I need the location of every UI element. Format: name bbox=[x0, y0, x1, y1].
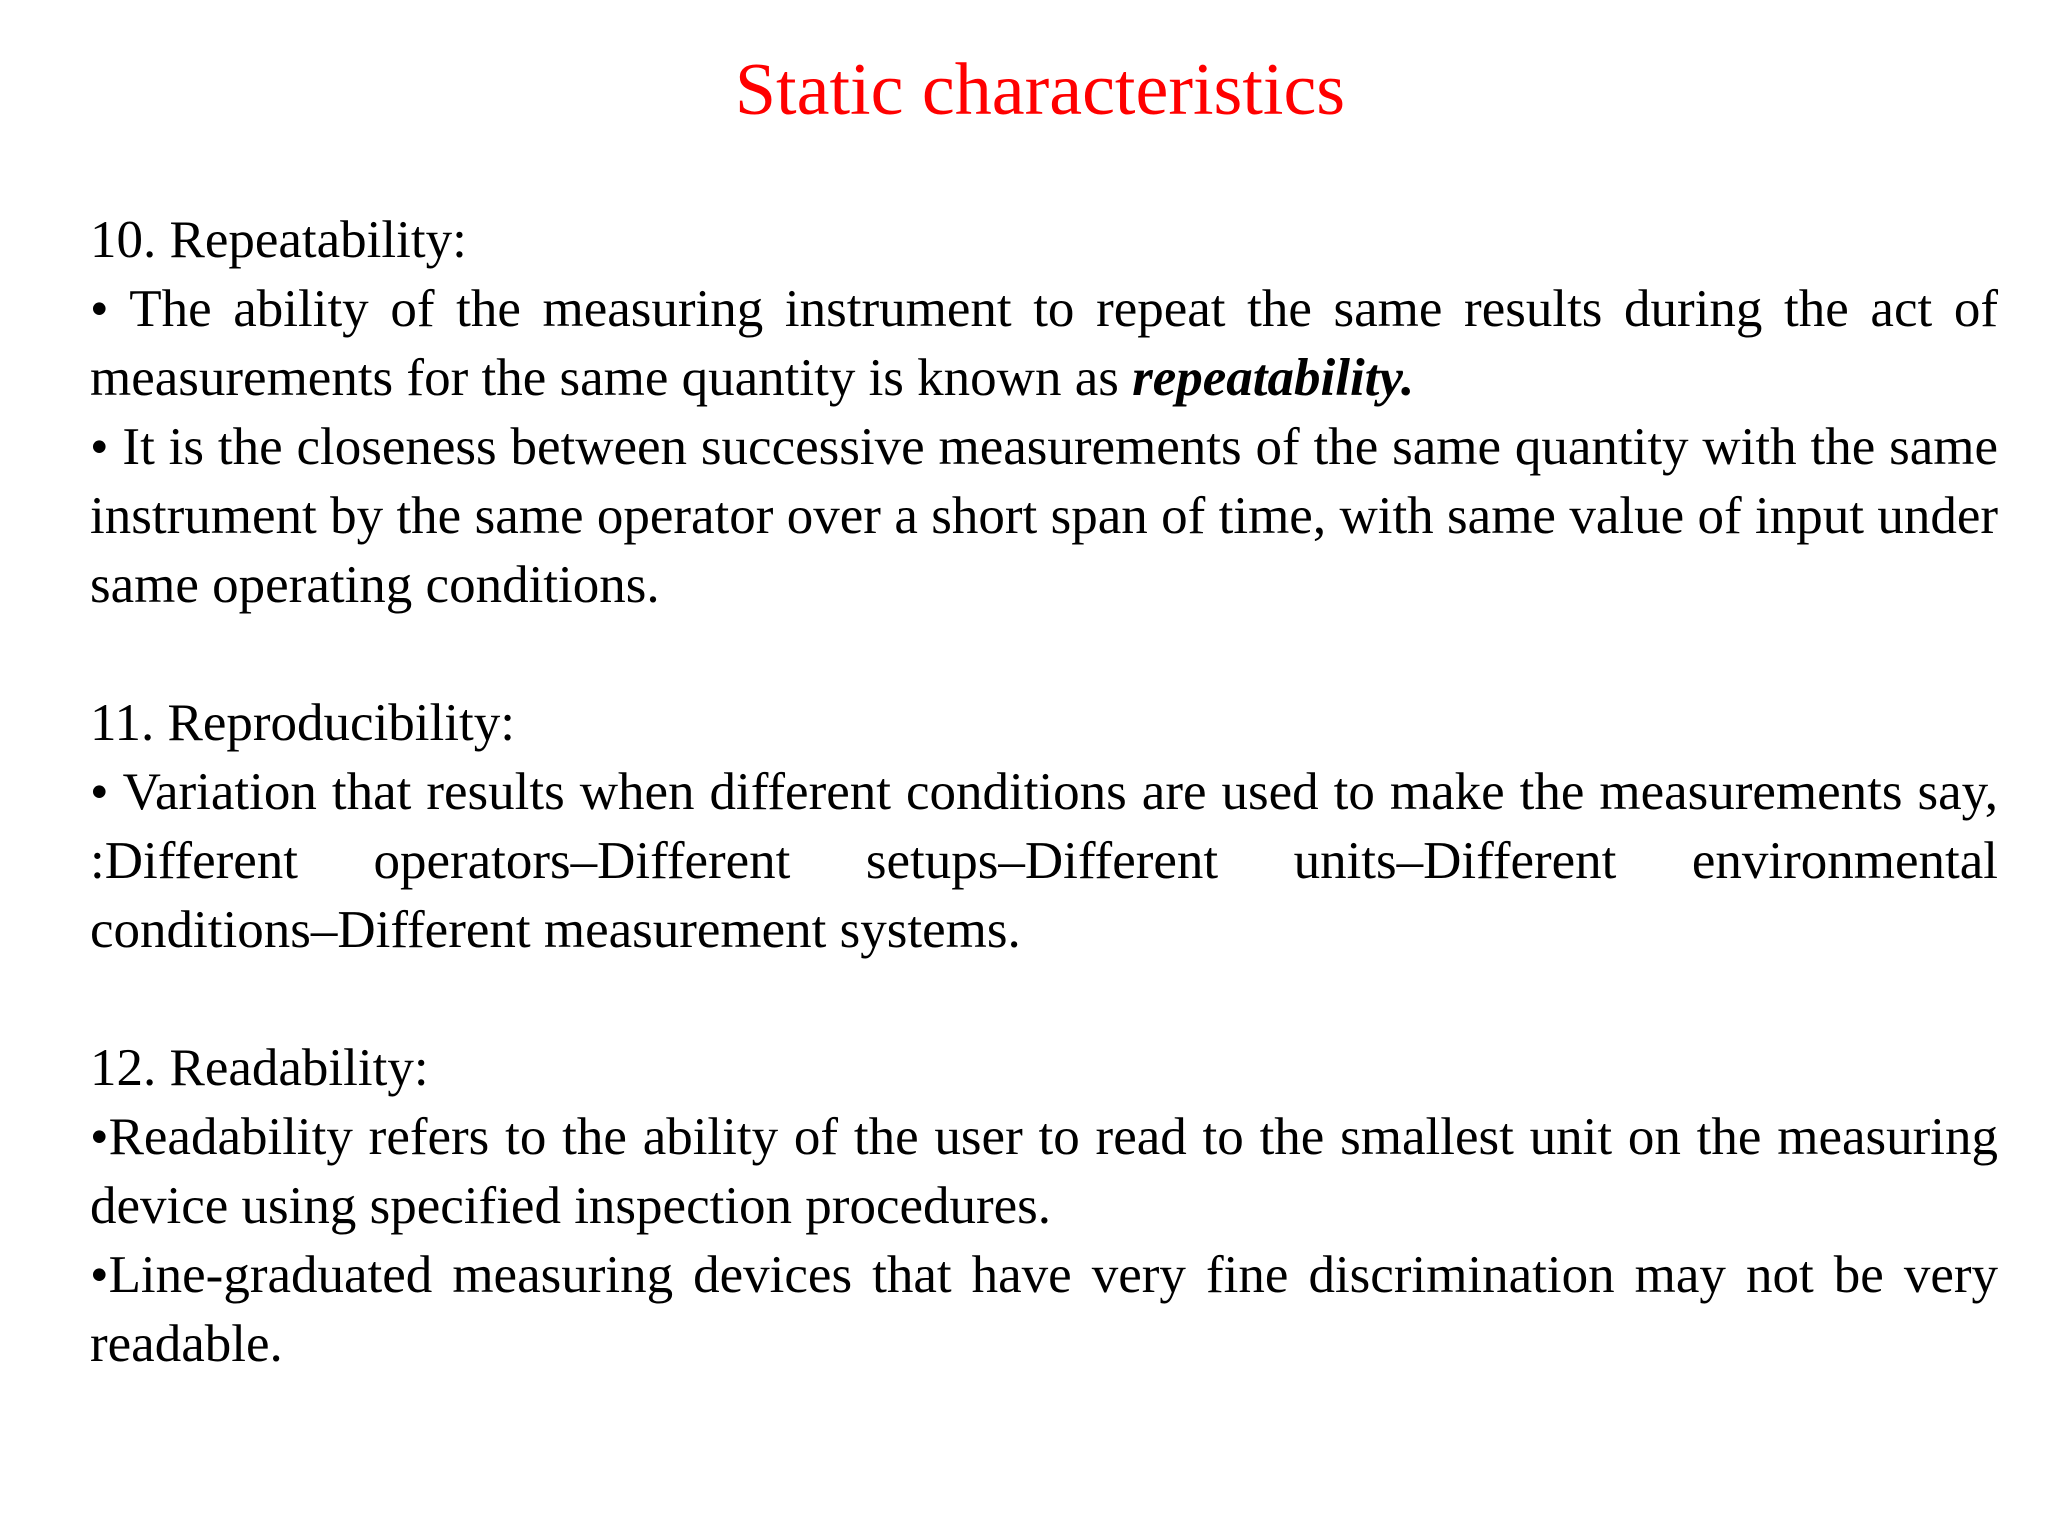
bullet-marker: • bbox=[90, 280, 130, 338]
bullet-paragraph bbox=[90, 1241, 1998, 1379]
slide-content bbox=[90, 206, 1998, 1379]
paragraph-text: Readability refers to the ability of the user to read to the smallest unit on the measuring device using specified inspection procedures. bbox=[90, 1108, 1998, 1235]
slide-title: Static characteristics bbox=[734, 49, 1346, 131]
bullet-paragraph bbox=[90, 413, 1998, 620]
bullet-paragraph bbox=[90, 275, 1998, 413]
bullet-marker: • bbox=[90, 1246, 109, 1304]
paragraph-text: The ability of the measuring instrument to repeat the same results during the act of measurements for the same quantity is known as bbox=[90, 280, 1998, 407]
section-heading: 11. Reproducibility: bbox=[90, 694, 515, 752]
bullet-marker: • bbox=[90, 1108, 109, 1166]
paragraph-text: Line-graduated measuring devices that have very fine discrimination may not be very readable. bbox=[90, 1246, 1998, 1373]
emphasized-term: repeatability. bbox=[1132, 349, 1415, 407]
bullet-marker: • bbox=[90, 418, 123, 476]
bullet-paragraph bbox=[90, 758, 1998, 965]
paragraph-text: It is the closeness between successive measurements of the same quantity with the same instrument by the same operator over a short span of time, with same value of input under same operating conditions. bbox=[90, 418, 1998, 614]
section-heading: 10. Repeatability: bbox=[90, 211, 467, 269]
section-reproducibility bbox=[90, 689, 1998, 965]
paragraph-text: Variation that results when different conditions are used to make the measurements say, :Different operators–Different setups–Different units–Different environmental conditions–Different measurement systems. bbox=[90, 763, 1998, 959]
section-repeatability bbox=[90, 206, 1998, 620]
bullet-paragraph bbox=[90, 1103, 1998, 1241]
section-heading: 12. Readability: bbox=[90, 1039, 429, 1097]
bullet-marker: • bbox=[90, 763, 123, 821]
section-readability bbox=[90, 1034, 1998, 1379]
